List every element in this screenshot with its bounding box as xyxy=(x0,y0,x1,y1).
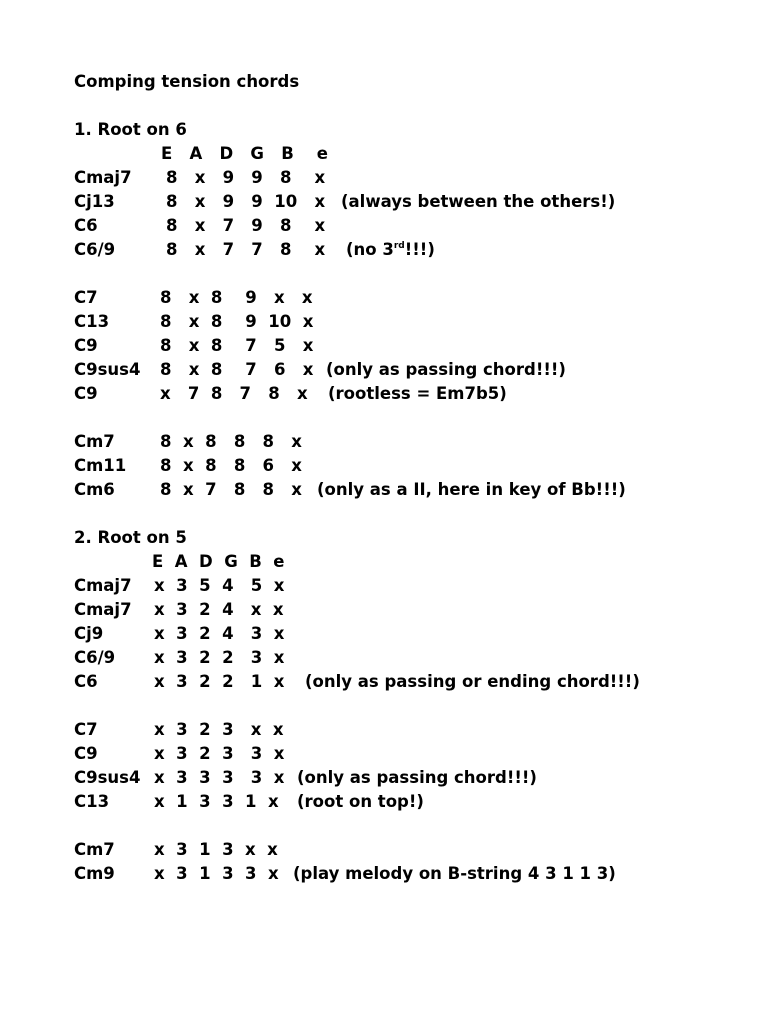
chord-name: C9 xyxy=(74,744,98,763)
chord-frets: 8 x 8 9 x x xyxy=(160,288,313,307)
chord-name: Cj9 xyxy=(74,624,104,643)
page-title: Comping tension chords xyxy=(74,72,300,91)
chord-note: (only as passing chord!!!) xyxy=(297,768,537,787)
string-header-row: E A D G B e xyxy=(161,144,328,163)
chord-name: C6 xyxy=(74,216,98,235)
note-text-end: !!!) xyxy=(404,240,435,259)
chord-frets: x 3 2 2 1 x xyxy=(154,672,285,691)
chord-name: C9sus4 xyxy=(74,360,141,379)
chord-name: C9 xyxy=(74,384,98,403)
section-heading-root-on-6: 1. Root on 6 xyxy=(74,120,187,139)
chord-note: (only as passing chord!!!) xyxy=(326,360,566,379)
chord-frets: 8 x 8 8 8 x xyxy=(160,432,302,451)
chord-name: C6 xyxy=(74,672,98,691)
chord-name: Cm7 xyxy=(74,432,115,451)
chord-name: Cm7 xyxy=(74,840,115,859)
chord-name: Cj13 xyxy=(74,192,115,211)
chord-frets: x 3 3 3 3 x xyxy=(154,768,285,787)
chord-name: C13 xyxy=(74,312,110,331)
chord-frets: 8 x 8 7 6 x xyxy=(160,360,314,379)
chord-frets: x 3 2 3 x x xyxy=(154,720,284,739)
chord-name: Cm11 xyxy=(74,456,127,475)
chord-note xyxy=(346,240,435,260)
chord-name: C6/9 xyxy=(74,240,116,259)
note-text: (no 3 xyxy=(346,240,394,259)
chord-frets: 8 x 7 7 8 x xyxy=(166,240,326,259)
chord-frets: 8 x 9 9 10 x xyxy=(166,192,326,211)
chord-name: Cm9 xyxy=(74,864,115,883)
string-header-row: E A D G B e xyxy=(152,552,285,571)
chord-frets: x 3 2 2 3 x xyxy=(154,648,285,667)
chord-note: (root on top!) xyxy=(297,792,424,811)
chord-name: Cmaj7 xyxy=(74,600,132,619)
chord-name: Cmaj7 xyxy=(74,168,132,187)
chord-note: (only as a II, here in key of Bb!!!) xyxy=(317,480,626,499)
chord-frets: 8 x 8 7 5 x xyxy=(160,336,314,355)
chord-name: Cm6 xyxy=(74,480,115,499)
chord-frets: 8 x 9 9 8 x xyxy=(166,168,326,187)
chord-frets: x 1 3 3 1 x xyxy=(154,792,279,811)
chord-frets: 8 x 8 8 6 x xyxy=(160,456,302,475)
chord-note: (play melody on B-string 4 3 1 1 3) xyxy=(293,864,616,883)
chord-name: C7 xyxy=(74,720,98,739)
section-heading-root-on-5: 2. Root on 5 xyxy=(74,528,187,547)
chord-frets: 8 x 8 9 10 x xyxy=(160,312,314,331)
chord-frets: x 7 8 7 8 x xyxy=(160,384,308,403)
chord-name: C6/9 xyxy=(74,648,116,667)
chord-frets: x 3 2 4 3 x xyxy=(154,624,285,643)
chord-frets: x 3 1 3 3 x xyxy=(154,864,279,883)
chord-note: (always between the others!) xyxy=(341,192,616,211)
superscript-rd: rd xyxy=(393,241,405,251)
chord-name: Cmaj7 xyxy=(74,576,132,595)
chord-frets: 8 x 7 8 8 x xyxy=(160,480,302,499)
chord-note: (only as passing or ending chord!!!) xyxy=(305,672,640,691)
chord-frets: x 3 5 4 5 x xyxy=(154,576,285,595)
chord-frets: 8 x 7 9 8 x xyxy=(166,216,326,235)
chord-name: C9 xyxy=(74,336,98,355)
chord-name: C13 xyxy=(74,792,110,811)
chord-frets: x 3 2 3 3 x xyxy=(154,744,285,763)
chord-frets: x 3 2 4 x x xyxy=(154,600,284,619)
chord-name: C9sus4 xyxy=(74,768,141,787)
chord-note: (rootless = Em7b5) xyxy=(328,384,507,403)
chord-frets: x 3 1 3 x x xyxy=(154,840,278,859)
chord-name: C7 xyxy=(74,288,98,307)
